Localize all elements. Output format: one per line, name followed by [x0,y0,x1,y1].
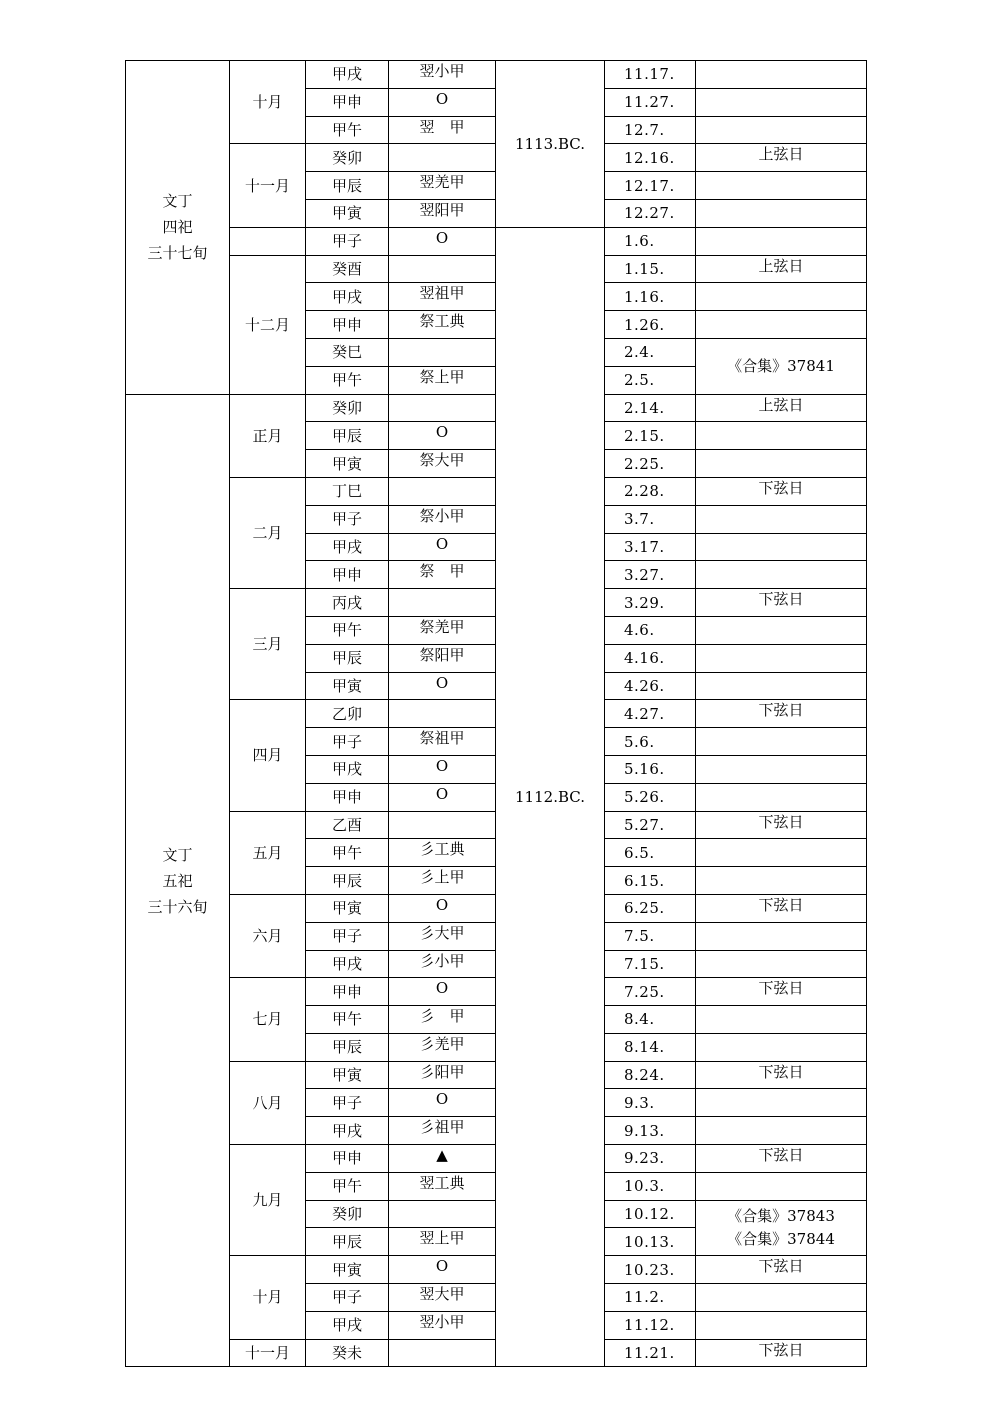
ritual-cell [389,589,496,617]
month-cell [230,227,306,255]
ritual-cell: O [389,227,496,255]
ritual-cell: O [389,422,496,450]
ganzhi-cell: 甲午 [306,116,389,144]
date-cell: 12.17. [605,172,696,200]
date-cell: 9.13. [605,1117,696,1145]
ganzhi-cell: 甲申 [306,88,389,116]
date-cell: 2.25. [605,450,696,478]
note-cell [696,1200,867,1256]
date-cell: 2.14. [605,394,696,422]
ritual-cell: O [389,783,496,811]
note-cell: 下弦日 [696,894,867,922]
month-cell: 九月 [230,1145,306,1256]
date-cell: 4.6. [605,616,696,644]
ganzhi-cell: 癸卯 [306,144,389,172]
date-cell: 12.7. [605,116,696,144]
month-cell: 四月 [230,700,306,811]
note-cell [696,672,867,700]
month-cell: 七月 [230,978,306,1061]
note-cell [696,199,867,227]
ritual-cell [389,394,496,422]
ritual-cell: O [389,1256,496,1284]
ritual-cell: 彡上甲 [389,867,496,895]
date-cell: 8.4. [605,1006,696,1034]
month-cell: 六月 [230,894,306,977]
ganzhi-cell: 癸卯 [306,1200,389,1228]
ritual-cell [389,338,496,366]
date-cell: 11.17. [605,61,696,89]
date-cell: 7.15. [605,950,696,978]
date-cell: 11.12. [605,1311,696,1339]
date-cell: 10.13. [605,1228,696,1256]
note-cell [696,172,867,200]
ganzhi-cell: 甲辰 [306,867,389,895]
table-row [126,227,867,255]
ritual-cell [389,1339,496,1367]
ganzhi-cell: 甲戌 [306,283,389,311]
date-cell: 7.25. [605,978,696,1006]
month-cell: 八月 [230,1061,306,1144]
reign-line: 文丁 [162,192,193,211]
date-cell: 9.23. [605,1145,696,1173]
ganzhi-cell: 甲戌 [306,755,389,783]
ganzhi-cell: 甲戌 [306,1311,389,1339]
date-cell: 7.5. [605,922,696,950]
ganzhi-cell: 甲寅 [306,450,389,478]
note-line: 《合集》37843 [727,1206,835,1225]
date-cell: 2.28. [605,477,696,505]
date-cell: 10.23. [605,1256,696,1284]
note-cell: 下弦日 [696,589,867,617]
date-cell: 5.27. [605,811,696,839]
year-cell: 1112.BC. [496,227,605,1367]
reign-line: 三十六旬 [147,897,208,916]
ritual-cell: 彡 甲 [389,1006,496,1034]
month-cell: 十二月 [230,255,306,394]
date-cell: 12.16. [605,144,696,172]
ganzhi-cell: 甲寅 [306,672,389,700]
ritual-cell: 翌上甲 [389,1228,496,1256]
ritual-cell: 翌祖甲 [389,283,496,311]
ganzhi-cell: 甲戌 [306,61,389,89]
date-cell: 1.6. [605,227,696,255]
date-cell: 5.6. [605,728,696,756]
ganzhi-cell: 丁巳 [306,477,389,505]
date-cell: 10.3. [605,1172,696,1200]
ritual-cell: O [389,755,496,783]
note-cell: 下弦日 [696,978,867,1006]
ganzhi-cell: 甲辰 [306,644,389,672]
ganzhi-cell: 丙戌 [306,589,389,617]
ganzhi-cell: 甲午 [306,366,389,394]
note-cell [696,1172,867,1200]
ritual-cell: O [389,672,496,700]
date-cell: 6.15. [605,867,696,895]
note-cell [696,561,867,589]
ganzhi-cell: 甲子 [306,728,389,756]
note-line: 《合集》37844 [727,1229,835,1248]
note-cell [696,644,867,672]
ritual-cell: 祭羌甲 [389,616,496,644]
date-cell: 10.12. [605,1200,696,1228]
note-cell [696,283,867,311]
ganzhi-cell: 甲寅 [306,1256,389,1284]
ritual-cell: 翌大甲 [389,1284,496,1312]
note-cell [696,505,867,533]
ganzhi-cell: 甲午 [306,839,389,867]
ritual-cell: 祭上甲 [389,366,496,394]
date-cell: 11.2. [605,1284,696,1312]
ritual-cell: O [389,533,496,561]
note-cell: 下弦日 [696,1339,867,1367]
ganzhi-cell: 甲子 [306,922,389,950]
ritual-cell: 祭大甲 [389,450,496,478]
date-cell: 12.27. [605,199,696,227]
reign-cell [126,61,230,395]
month-cell: 二月 [230,477,306,588]
date-cell: 5.16. [605,755,696,783]
note-cell [696,533,867,561]
ritual-cell: 彡工典 [389,839,496,867]
note-cell: 上弦日 [696,394,867,422]
ritual-cell: 彡羌甲 [389,1033,496,1061]
ganzhi-cell: 乙酉 [306,811,389,839]
date-cell: 4.27. [605,700,696,728]
date-cell: 1.15. [605,255,696,283]
ganzhi-cell: 甲戌 [306,950,389,978]
date-cell: 5.26. [605,783,696,811]
date-cell: 4.26. [605,672,696,700]
note-cell [696,311,867,339]
note-cell: 下弦日 [696,1145,867,1173]
month-cell: 十一月 [230,144,306,227]
ritual-cell [389,255,496,283]
reign-line: 文丁 [162,845,193,864]
ritual-cell: O [389,894,496,922]
ritual-cell: 翌羌甲 [389,172,496,200]
ganzhi-cell: 甲寅 [306,199,389,227]
ganzhi-cell: 甲申 [306,311,389,339]
ganzhi-cell: 甲辰 [306,172,389,200]
ritual-cell: 彡祖甲 [389,1117,496,1145]
date-cell: 2.15. [605,422,696,450]
ganzhi-cell: 甲午 [306,1006,389,1034]
note-cell [696,422,867,450]
reign-line: 三十七旬 [147,244,208,263]
ritual-cell: 翌小甲 [389,1311,496,1339]
sacrifice-calendar-table [125,60,867,1367]
note-cell [696,616,867,644]
note-cell: 下弦日 [696,1256,867,1284]
ritual-cell: 祭 甲 [389,561,496,589]
note-cell: 下弦日 [696,700,867,728]
month-cell: 三月 [230,589,306,700]
date-cell: 1.26. [605,311,696,339]
ganzhi-cell: 甲寅 [306,1061,389,1089]
note-cell [696,61,867,89]
date-cell: 1.16. [605,283,696,311]
date-cell: 3.27. [605,561,696,589]
ritual-cell: 翌 甲 [389,116,496,144]
note-cell [696,839,867,867]
date-cell: 3.17. [605,533,696,561]
ganzhi-cell: 甲戌 [306,533,389,561]
ritual-cell [389,477,496,505]
ritual-cell: 彡大甲 [389,922,496,950]
ritual-cell: 祭工典 [389,311,496,339]
ganzhi-cell: 癸酉 [306,255,389,283]
ganzhi-cell: 甲辰 [306,1228,389,1256]
ganzhi-cell: 甲子 [306,1089,389,1117]
month-cell: 正月 [230,394,306,477]
ganzhi-cell: 甲戌 [306,1117,389,1145]
note-cell [696,227,867,255]
date-cell: 3.7. [605,505,696,533]
date-cell: 4.16. [605,644,696,672]
month-cell: 十月 [230,1256,306,1339]
note-cell [696,867,867,895]
ganzhi-cell: 甲申 [306,1145,389,1173]
ganzhi-cell: 乙卯 [306,700,389,728]
ritual-cell: 翌小甲 [389,61,496,89]
month-cell: 五月 [230,811,306,894]
table-row [126,61,867,89]
date-cell: 2.5. [605,366,696,394]
note-cell: 《合集》37841 [696,338,867,394]
date-cell: 9.3. [605,1089,696,1117]
note-cell: 上弦日 [696,255,867,283]
note-cell [696,1089,867,1117]
note-cell [696,783,867,811]
ritual-cell: 祭小甲 [389,505,496,533]
ritual-cell: ▲ [389,1145,496,1173]
note-cell [696,950,867,978]
note-cell: 下弦日 [696,811,867,839]
note-cell [696,755,867,783]
ganzhi-cell: 甲子 [306,1284,389,1312]
ganzhi-cell: 甲辰 [306,1033,389,1061]
ritual-cell: O [389,1089,496,1117]
note-cell [696,728,867,756]
reign-cell [126,394,230,1367]
date-cell: 6.5. [605,839,696,867]
date-cell: 11.27. [605,88,696,116]
ganzhi-cell: 甲午 [306,1172,389,1200]
note-cell [696,1311,867,1339]
ganzhi-cell: 甲申 [306,978,389,1006]
reign-line: 五祀 [162,871,193,890]
date-cell: 11.21. [605,1339,696,1367]
note-cell [696,922,867,950]
year-cell: 1113.BC. [496,61,605,228]
month-cell: 十月 [230,61,306,144]
ritual-cell: O [389,978,496,1006]
ganzhi-cell: 甲寅 [306,894,389,922]
ritual-cell: 祭祖甲 [389,728,496,756]
ritual-cell: O [389,88,496,116]
ganzhi-cell: 甲子 [306,227,389,255]
date-cell: 8.14. [605,1033,696,1061]
note-cell [696,450,867,478]
ritual-cell: 彡阳甲 [389,1061,496,1089]
ganzhi-cell: 甲辰 [306,422,389,450]
ritual-cell [389,144,496,172]
date-cell: 8.24. [605,1061,696,1089]
note-cell [696,1117,867,1145]
note-cell [696,88,867,116]
ritual-cell: 祭阳甲 [389,644,496,672]
ganzhi-cell: 甲午 [306,616,389,644]
note-cell: 下弦日 [696,1061,867,1089]
date-cell: 6.25. [605,894,696,922]
month-cell: 十一月 [230,1339,306,1367]
ganzhi-cell: 甲子 [306,505,389,533]
reign-line: 四祀 [162,218,193,237]
ritual-cell [389,700,496,728]
ritual-cell: 翌工典 [389,1172,496,1200]
ritual-cell [389,811,496,839]
ganzhi-cell: 甲申 [306,561,389,589]
date-cell: 3.29. [605,589,696,617]
ritual-cell: 彡小甲 [389,950,496,978]
note-cell [696,116,867,144]
ritual-cell [389,1200,496,1228]
ganzhi-cell: 癸巳 [306,338,389,366]
ganzhi-cell: 癸卯 [306,394,389,422]
date-cell: 2.4. [605,338,696,366]
note-cell [696,1033,867,1061]
note-cell: 下弦日 [696,477,867,505]
note-cell [696,1006,867,1034]
ganzhi-cell: 癸未 [306,1339,389,1367]
note-cell [696,1284,867,1312]
ganzhi-cell: 甲申 [306,783,389,811]
note-cell: 上弦日 [696,144,867,172]
ritual-cell: 翌阳甲 [389,199,496,227]
